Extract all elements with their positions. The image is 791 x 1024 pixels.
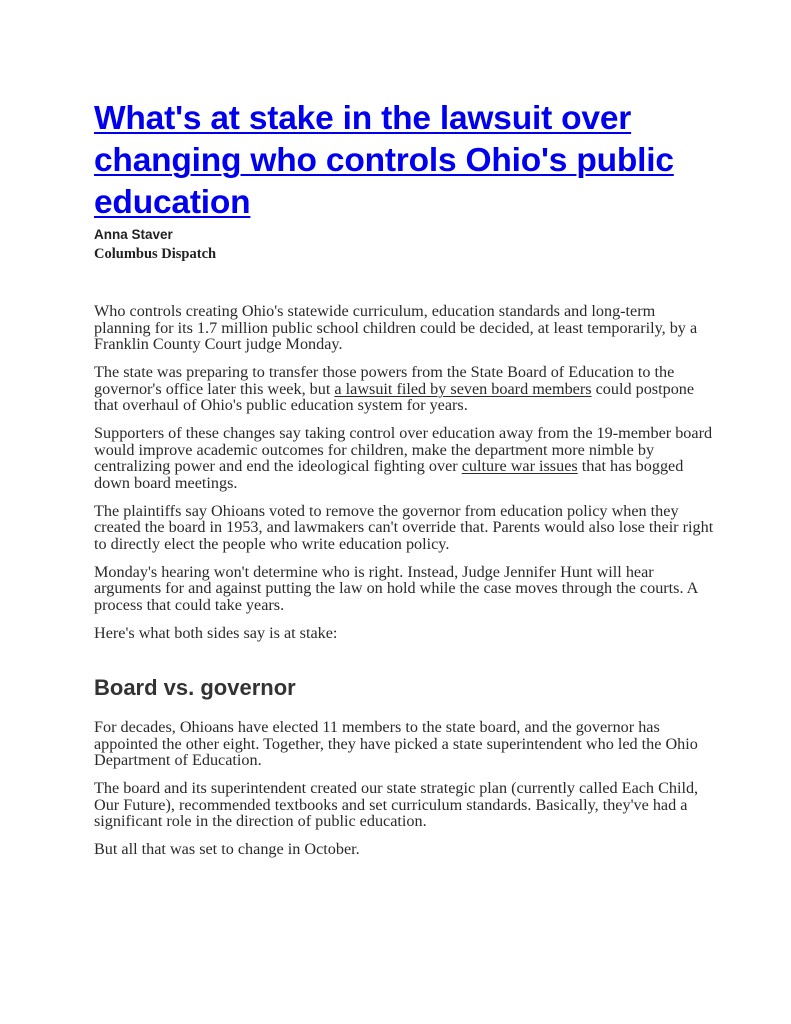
paragraph-2-text-before: The state was preparing to transfer those powers from the State Board of Education to the governor's office later this week, but (94, 363, 675, 398)
paragraph-2 (94, 364, 714, 414)
paragraph-1: Who controls creating Ohio's statewide curriculum, education standards and long-term planning for its 1.7 million public school children could be decided, at least temporarily, by a Franklin County Court judge Monday. (94, 302, 698, 353)
lawsuit-link[interactable]: a lawsuit filed by seven board members (334, 379, 592, 398)
paragraph-4: The plaintiffs say Ohioans voted to remove the governor from education policy when they created the board in 1953, and lawmakers can't override that. Parents would also lose their right to directly elect the people who write education policy. (94, 501, 714, 553)
paragraph-6: Here's what both sides say is at stake: (94, 623, 338, 642)
article-body (94, 303, 714, 858)
section-paragraph-1: For decades, Ohioans have elected 11 members to the state board, and the governor has appointed the other eight. Together, they have picked a state superintendent who led the Ohio Department of Education. (94, 718, 698, 769)
paragraph-3-text-before: Supporters of these changes say taking control over education away from the 19-member board would improve academic outcomes for children, make the department more nimble by centralizing power and end the ideological fighting over (94, 424, 713, 475)
paragraph-3-text-after: that has bogged down board meetings. (94, 457, 684, 492)
section-heading: Board vs. governor (94, 675, 296, 700)
culture-war-issues-link[interactable]: culture war issues (461, 457, 578, 475)
publication-name: Columbus Dispatch (94, 246, 217, 262)
article (94, 98, 714, 869)
section-paragraph-3: But all that was set to change in October. (94, 840, 360, 858)
article-title-link[interactable]: What's at stake in the lawsuit over changing who controls Ohio's public education (94, 100, 674, 221)
paragraph-2-text-after: could postpone that overhaul of Ohio's public education system for years. (94, 379, 695, 414)
paragraph-3 (94, 425, 714, 491)
section-paragraph-2: The board and its superintendent created our state strategic plan (currently called Each Child, Our Future), recommended textbooks and set curriculum standards. Basically, they've had a significant role in the direction of public education. (94, 779, 699, 830)
author-name: Anna Staver (94, 227, 173, 242)
paragraph-5: Monday's hearing won't determine who is right. Instead, Judge Jennifer Hunt will hear arguments for and against putting the law on hold while the case moves through the courts. A process that could take years. (94, 562, 698, 614)
